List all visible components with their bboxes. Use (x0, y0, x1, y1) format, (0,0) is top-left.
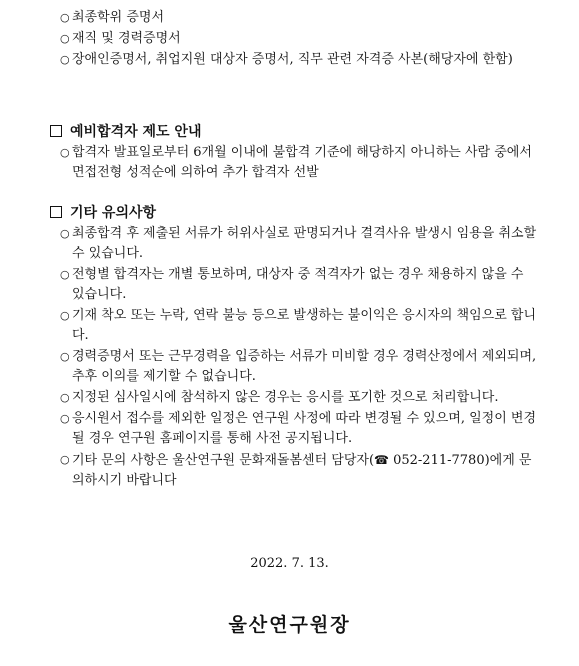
circle-bullet-icon: ○ (60, 350, 70, 363)
circle-bullet-icon: ○ (60, 453, 70, 466)
list-item: ○ 기재 착오 또는 누락, 연락 불능 등으로 발생하는 불이익은 응시자의 책임으로 합니다. (60, 308, 537, 343)
circle-bullet-icon: ○ (60, 412, 70, 425)
circle-bullet-icon: ○ (60, 309, 70, 322)
circle-bullet-icon: ○ (60, 32, 70, 45)
circle-bullet-icon: ○ (60, 11, 70, 24)
circle-bullet-icon: ○ (60, 227, 70, 240)
section-heading-preliminary: 예비합격자 제도 안내 (50, 122, 201, 142)
list-item: ○ 최종합격 후 제출된 서류가 허위사실로 판명되거나 결격사유 발생시 임용을 취소할 수 있습니다. (60, 226, 537, 261)
checkbox-square-icon (50, 125, 62, 137)
phone-number: 052-211-7780 (388, 453, 485, 468)
list-item-contact: ○ 기타 문의 사항은 울산연구원 문화재돌봄센터 담당자(☎ 052-211-7780)에게 문의하시기 바랍니다 (60, 450, 540, 491)
list-item: ○ 합격자 발표일로부터 6개월 이내에 불합격 기준에 해당하지 아니하는 사람 중에서 면접전형 성적순에 의하여 추가 합격자 선발 (60, 145, 532, 180)
notes-list (60, 224, 540, 492)
preliminary-list (60, 143, 540, 184)
phone-icon: ☎ (374, 453, 389, 467)
list-item: ○ 전형별 합격자는 개별 통보하며, 대상자 중 적격자가 없는 경우 채용하지 않을 수 있습니다. (60, 267, 524, 302)
required-documents-list (60, 8, 540, 71)
document-date: 2022. 7. 13. (250, 556, 329, 571)
issuer-signature: 울산연구원장 (228, 614, 351, 636)
list-item: ○ 지정된 심사일시에 참석하지 않은 경우는 응시를 포기한 것으로 처리합니다. (60, 388, 540, 408)
list-item: ○ 장애인증명서, 취업지원 대상자 증명서, 직무 관련 자격증 사본(해당자에 한함) (60, 50, 540, 70)
circle-bullet-icon: ○ (60, 268, 70, 281)
section-heading-notes: 기타 유의사항 (50, 203, 156, 223)
list-item: ○ 재직 및 경력증명서 (60, 29, 540, 49)
list-item: ○ 응시원서 접수를 제외한 일정은 연구원 사정에 따라 변경될 수 있으며, 일정이 변경될 경우 연구원 홈페이지를 통해 사전 공지됩니다. (60, 411, 537, 446)
list-item: ○ 경력증명서 또는 근무경력을 입증하는 서류가 미비할 경우 경력산정에서 제외되며, 추후 이의를 제기할 수 없습니다. (60, 349, 537, 384)
circle-bullet-icon: ○ (60, 53, 70, 66)
circle-bullet-icon: ○ (60, 146, 70, 159)
checkbox-square-icon (50, 206, 62, 218)
list-item: ○ 최종학위 증명서 (60, 8, 540, 28)
circle-bullet-icon: ○ (60, 391, 70, 404)
